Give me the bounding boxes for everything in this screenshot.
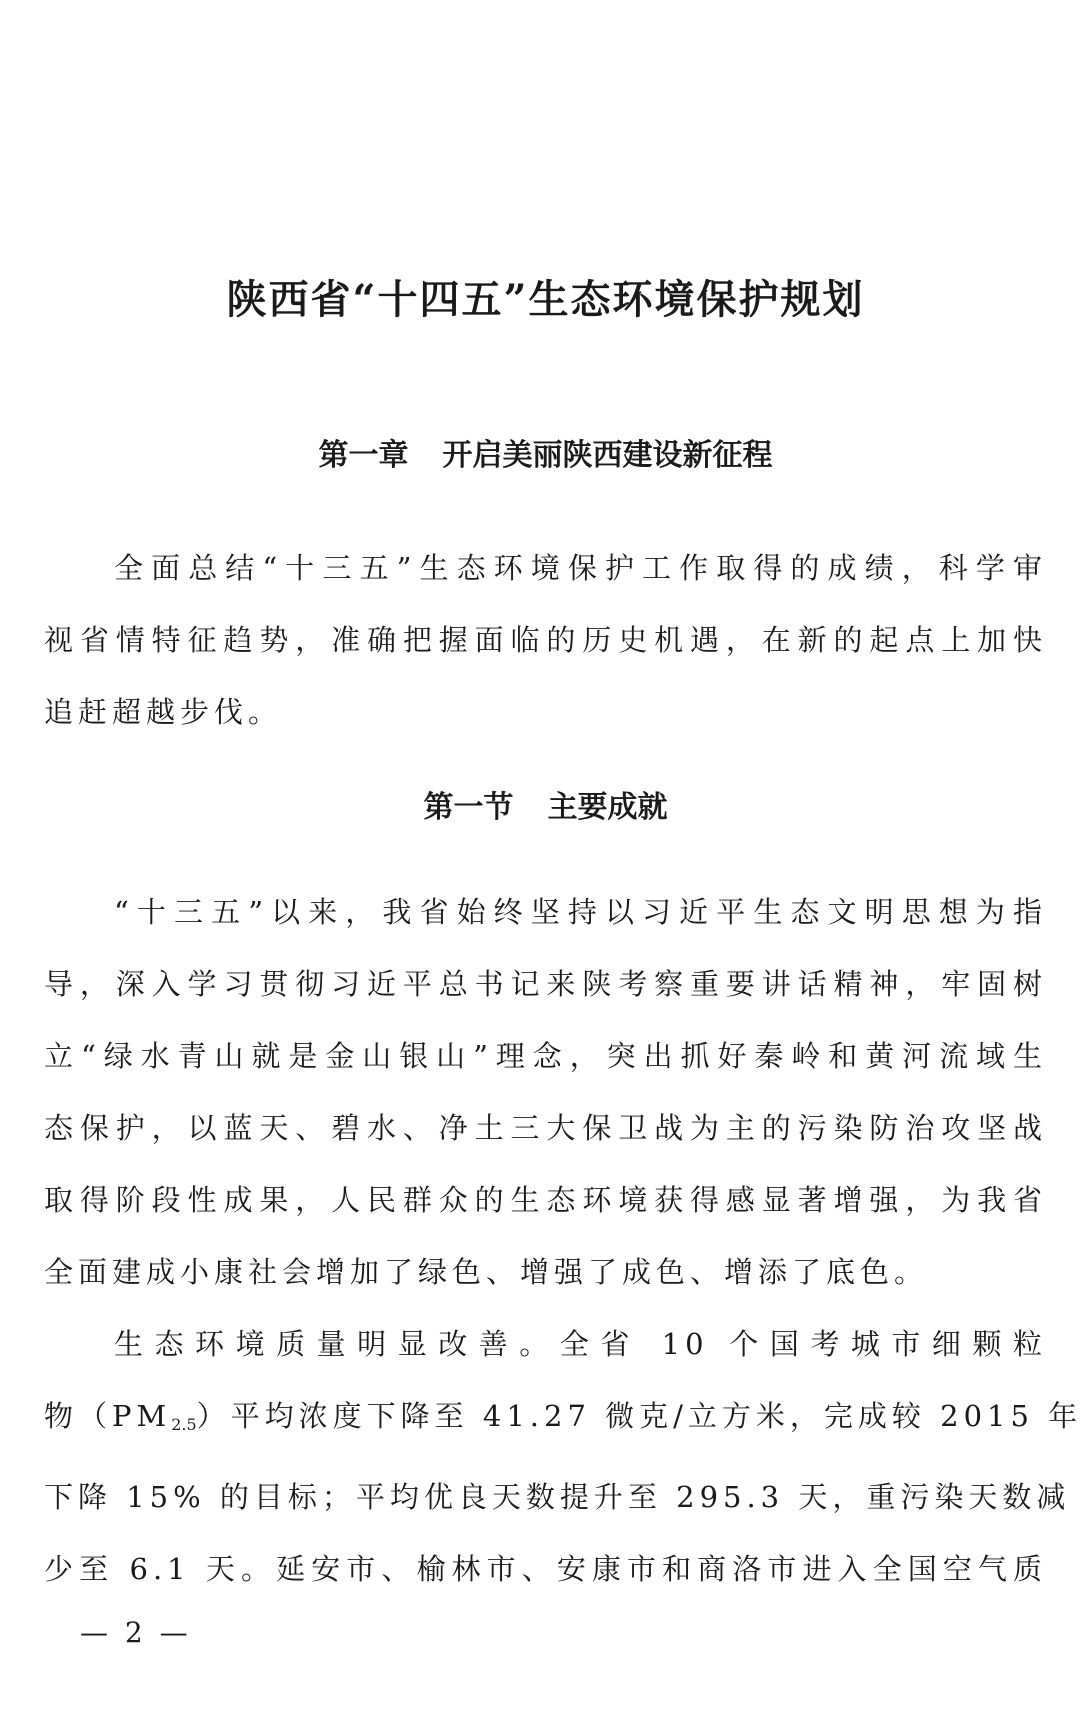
pm-subscript: 2.5 xyxy=(171,1415,197,1434)
paragraph-line: “十三五”以来，我省始终坚持以习近平生态文明思想为指 xyxy=(114,895,1047,929)
paragraph-line: 全面建成小康社会增加了绿色、增强了成色、增添了底色。 xyxy=(44,1255,929,1289)
paragraph-line: 态保护，以蓝天、碧水、净土三大保卫战为主的污染防治攻坚战 xyxy=(44,1111,1047,1145)
environment-quality-paragraph xyxy=(44,1308,1083,1605)
paragraph-line: 全面总结“十三五”生态环境保护工作取得的成绩，科学审 xyxy=(114,551,1047,585)
paragraph-line: 立“绿水青山就是金山银山”理念，突出抓好秦岭和黄河流域生 xyxy=(44,1039,1047,1073)
paragraph-line: 导，深入学习贯彻习近平总书记来陕考察重要讲话精神，牢固树 xyxy=(44,967,1047,1001)
paragraph-line: 视省情特征趋势，准确把握面临的历史机遇，在新的起点上加快 xyxy=(44,623,1047,657)
paragraph-line: 少至 6.1 天。延安市、榆林市、安康市和商洛市进入全国空气质 xyxy=(44,1552,1047,1586)
pm-suffix: ）平均浓度下降至 41.27 微克/立方米，完成较 2015 年 xyxy=(196,1399,1083,1433)
achievements-paragraph xyxy=(44,876,1047,1308)
paragraph-line: 下降 15% 的目标；平均优良天数提升至 295.3 天，重污染天数减 xyxy=(44,1480,1071,1514)
pm-prefix: 物（PM xyxy=(44,1399,172,1433)
paragraph-line: 追赶超越步伐。 xyxy=(44,695,283,729)
paragraph-line: 生态环境质量明显改善。全省 10 个国考城市细颗粒 xyxy=(114,1327,1047,1361)
intro-paragraph xyxy=(44,532,1047,748)
section-heading xyxy=(0,782,1091,826)
paragraph-line: 取得阶段性成果，人民群众的生态环境获得感显著增强，为我省 xyxy=(44,1183,1047,1217)
section-title: 主要成就 xyxy=(547,790,668,825)
page-number: — 2 — xyxy=(80,1616,192,1649)
chapter-number: 第一章 xyxy=(318,438,409,473)
paragraph-line xyxy=(44,1380,1083,1461)
chapter-heading xyxy=(0,430,1091,474)
document-title: 陕西省“十四五”生态环境保护规划 xyxy=(226,276,865,323)
chapter-title: 开启美丽陕西建设新征程 xyxy=(442,438,773,473)
section-number: 第一节 xyxy=(423,790,514,825)
